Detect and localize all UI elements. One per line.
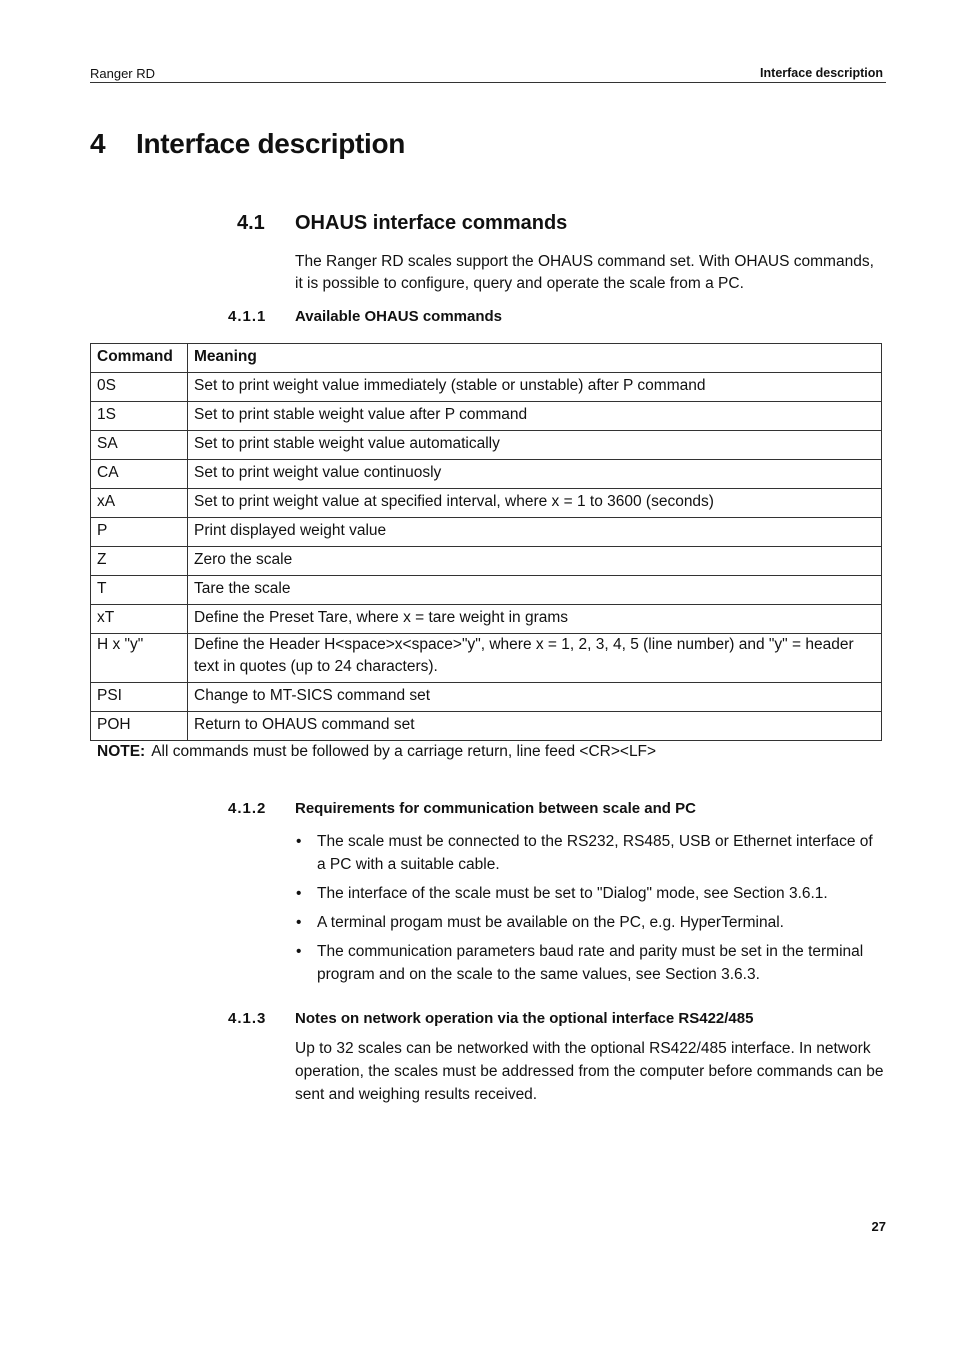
table-header-row: [91, 344, 882, 373]
list-item-text: The scale must be connected to the RS232, RS485, USB or Ethernet interface of a PC with a suitable cable.: [317, 833, 873, 873]
meaning-cell: Zero the scale: [188, 547, 882, 576]
list-item-text: The interface of the scale must be set to "Dialog" mode, see Section 3.6.1.: [317, 885, 828, 902]
list-item: [295, 940, 885, 986]
section-number: 4.1: [237, 212, 265, 234]
meaning-cell: Return to OHAUS command set: [188, 712, 882, 741]
meaning-cell: Set to print weight value immediately (stable or unstable) after P command: [188, 373, 882, 402]
column-header-meaning: Meaning: [188, 344, 882, 373]
page-number: 27: [871, 1219, 886, 1234]
meaning-cell: Set to print weight value at specified interval, where x = 1 to 3600 (seconds): [188, 489, 882, 518]
meaning-cell: Change to MT-SICS command set: [188, 683, 882, 712]
command-cell: P: [91, 518, 188, 547]
commands-table: [90, 343, 882, 741]
meaning-cell: Set to print weight value continuosly: [188, 460, 882, 489]
column-header-command: Command: [91, 344, 188, 373]
meaning-cell: Set to print stable weight value automatically: [188, 431, 882, 460]
table-row: [91, 431, 882, 460]
table-row: [91, 634, 882, 683]
list-item: [295, 830, 885, 876]
command-cell: H x "y": [91, 634, 188, 683]
command-cell: CA: [91, 460, 188, 489]
bullet-icon: •: [296, 885, 302, 902]
list-item-text: A terminal progam must be available on the PC, e.g. HyperTerminal.: [317, 914, 784, 931]
header-divider: [90, 82, 886, 83]
table-row: [91, 605, 882, 634]
chapter-title: Interface description: [136, 128, 406, 159]
command-cell: xT: [91, 605, 188, 634]
list-item: [295, 911, 885, 934]
list-item-text: The communication parameters baud rate and parity must be set in the terminal program and on the scale to the same values, see Section 3.6.3.: [317, 943, 864, 983]
bullet-icon: •: [296, 914, 302, 931]
meaning-cell: Tare the scale: [188, 576, 882, 605]
requirements-list: [295, 830, 885, 992]
table-row: [91, 373, 882, 402]
table-row: [91, 712, 882, 741]
subsection-1-number: 4.1.1: [228, 308, 267, 325]
command-cell: 1S: [91, 402, 188, 431]
table-row: [91, 547, 882, 576]
subsection-3-title: Notes on network operation via the optional interface RS422/485: [295, 1010, 754, 1027]
table-note: [97, 743, 656, 761]
note-text: All commands must be followed by a carriage return, line feed <CR><LF>: [151, 743, 657, 760]
subsection-2-title: Requirements for communication between scale and PC: [295, 800, 696, 817]
table-row: [91, 402, 882, 431]
subsection-3-body: Up to 32 scales can be networked with the optional RS422/485 interface. In network operation, the scales must be addressed from the computer before commands can be sent and weighing results received.: [295, 1040, 884, 1103]
table-row: [91, 489, 882, 518]
meaning-cell: Set to print stable weight value after P command: [188, 402, 882, 431]
running-header-product: Ranger RD: [90, 66, 156, 81]
command-cell: SA: [91, 431, 188, 460]
command-cell: xA: [91, 489, 188, 518]
subsection-1-title: Available OHAUS commands: [295, 308, 503, 325]
running-header-section: Interface description: [760, 66, 883, 80]
command-cell: PSI: [91, 683, 188, 712]
subsection-2-number: 4.1.2: [228, 800, 267, 817]
table-row: [91, 683, 882, 712]
table-row: [91, 576, 882, 605]
note-label: NOTE:: [97, 743, 146, 760]
table-row: [91, 460, 882, 489]
meaning-cell: Define the Preset Tare, where x = tare weight in grams: [188, 605, 882, 634]
chapter-number: 4: [90, 128, 106, 159]
list-item: [295, 882, 885, 905]
meaning-cell: Print displayed weight value: [188, 518, 882, 547]
subsection-3-number: 4.1.3: [228, 1010, 267, 1027]
bullet-icon: •: [296, 943, 302, 960]
section-title: OHAUS interface commands: [295, 212, 568, 234]
command-cell: 0S: [91, 373, 188, 402]
command-cell: POH: [91, 712, 188, 741]
table-row: [91, 518, 882, 547]
command-cell: Z: [91, 547, 188, 576]
bullet-icon: •: [296, 833, 302, 850]
command-cell: T: [91, 576, 188, 605]
meaning-cell: Define the Header H<space>x<space>"y", where x = 1, 2, 3, 4, 5 (line number) and "y" = header text in quotes (up to 24 characters).: [188, 634, 882, 683]
section-intro: The Ranger RD scales support the OHAUS command set. With OHAUS commands, it is possible to configure, query and operate the scale from a PC.: [295, 253, 874, 292]
